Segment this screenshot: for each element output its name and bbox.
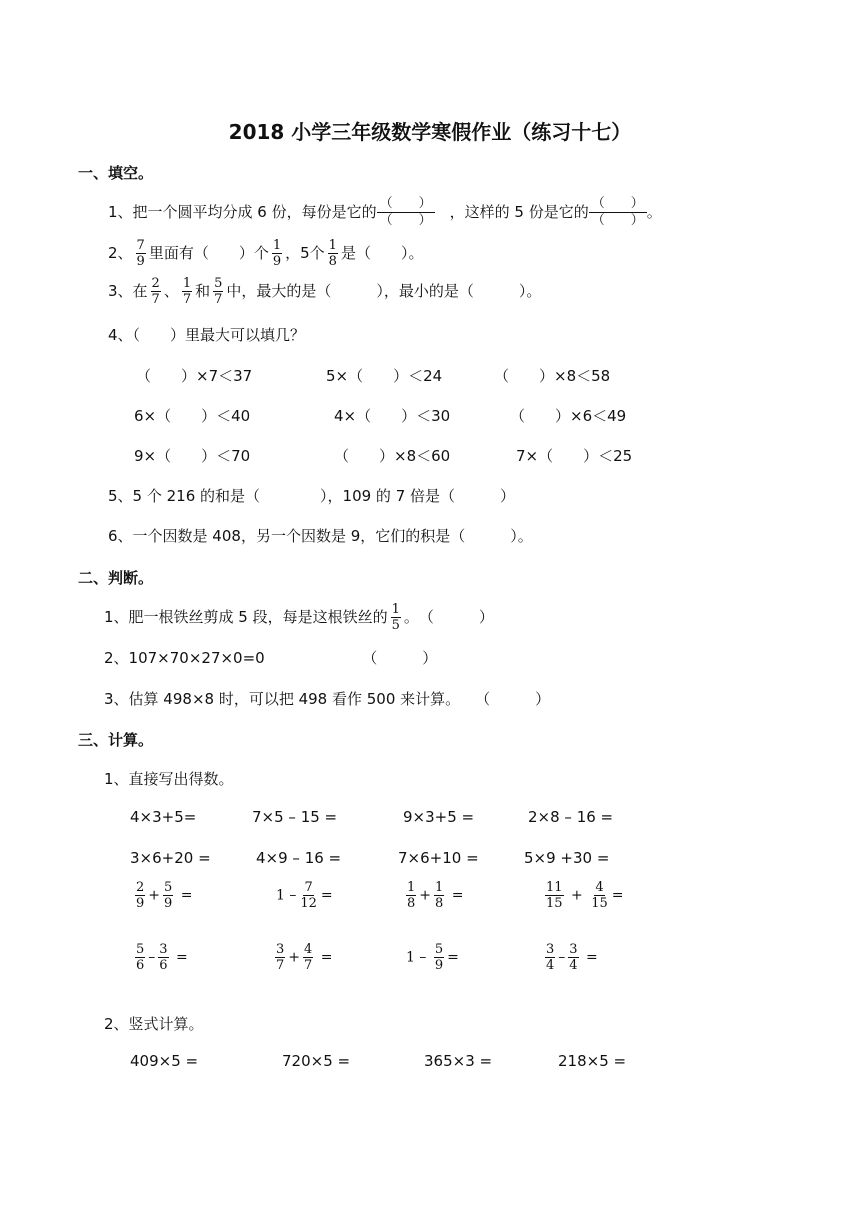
q-text: 中，最大的是（ ），最小的是（ ）。 <box>226 282 542 300</box>
denominator: 7 <box>304 958 313 973</box>
operator: + <box>419 887 432 904</box>
expression: 7×6+10 = <box>398 849 479 867</box>
numerator: 5 <box>136 942 145 957</box>
question-3-1: 1、直接写出得数。 <box>104 770 234 788</box>
q-text: 1、把一个圆平均分成 6 份，每份是它的 <box>108 203 377 221</box>
denominator: 15 <box>546 896 563 911</box>
fraction-expression <box>542 880 623 911</box>
numerator: 5 <box>434 942 444 957</box>
equals: = <box>611 887 624 904</box>
operator: – <box>148 949 156 966</box>
fraction <box>590 880 609 911</box>
operator: + <box>288 949 301 966</box>
fraction-expression <box>542 942 598 973</box>
inequality: （ ）×8＜60 <box>334 447 451 465</box>
equals: = <box>180 887 193 904</box>
expression: 2×8 – 16 = <box>528 808 614 826</box>
q-text: 2、 <box>108 244 133 262</box>
blank-denominator: （ ） <box>591 213 644 228</box>
denominator: 5 <box>391 618 400 633</box>
numerator: 7 <box>136 238 145 253</box>
fraction <box>568 942 578 973</box>
denominator: 8 <box>435 896 444 911</box>
blank-numerator: （ ） <box>589 196 647 213</box>
denominator: 12 <box>300 896 317 911</box>
q-text: ，这样的 5 份是它的 <box>449 203 589 221</box>
expression: 5×9 +30 = <box>524 849 610 867</box>
numerator: 1 <box>435 880 444 895</box>
expression: 4×3+5= <box>130 808 197 826</box>
fraction <box>299 880 318 911</box>
question-1-4: 4、（ ）里最大可以填几？ <box>108 326 306 344</box>
fraction <box>213 276 223 307</box>
inequality: （ ）×7＜37 <box>136 367 253 385</box>
fraction-expression <box>132 942 188 973</box>
question-2-2: 2、107×70×27×0=0 （ ） <box>104 649 438 667</box>
operator: + <box>148 887 161 904</box>
inequality: 7×（ ）＜25 <box>516 447 633 465</box>
numerator: 2 <box>136 880 145 895</box>
denominator: 6 <box>136 958 145 973</box>
question-1-6: 6、一个因数是 408，另一个因数是 9，它们的积是（ ）。 <box>108 527 533 545</box>
section-heading-fill: 一、填空。 <box>78 164 154 182</box>
inequality: （ ）×8＜58 <box>494 367 611 385</box>
operator: + <box>571 887 583 904</box>
question-2-1 <box>104 602 494 633</box>
fraction-expression <box>406 942 459 973</box>
fraction <box>545 880 564 911</box>
equals: = <box>320 949 333 966</box>
question-1-3 <box>108 276 541 307</box>
question-3-2: 2、竖式计算。 <box>104 1015 204 1033</box>
numerator: 7 <box>304 880 313 895</box>
blank-fraction <box>377 196 435 229</box>
numerator: 3 <box>276 942 285 957</box>
equals: = <box>451 887 464 904</box>
denominator: 8 <box>328 254 337 269</box>
denominator: 7 <box>182 292 192 307</box>
inequality: 5×（ ）＜24 <box>326 367 443 385</box>
denominator: 9 <box>434 958 444 973</box>
section-heading-calc: 三、计算。 <box>78 731 154 749</box>
q-text: 是（ ）。 <box>340 244 424 262</box>
operator: 1 – <box>276 887 297 904</box>
fraction-expression <box>132 880 192 911</box>
question-1-5: 5、5 个 216 的和是（ ），109 的 7 倍是（ ） <box>108 487 516 505</box>
fraction <box>328 238 338 269</box>
fraction <box>391 602 401 633</box>
inequality: 4×（ ）＜30 <box>334 407 451 425</box>
q-text: 。 <box>646 203 662 221</box>
inequality: 9×（ ）＜70 <box>134 447 251 465</box>
fraction <box>434 942 444 973</box>
fraction-expression <box>276 880 333 911</box>
expression: 720×5 = <box>282 1052 351 1070</box>
expression: 7×5 – 15 = <box>252 808 338 826</box>
denominator: 7 <box>214 292 223 307</box>
fraction <box>182 276 192 307</box>
blank-denominator: （ ） <box>379 213 432 228</box>
q-text: 3、在 <box>108 282 148 300</box>
operator: 1 – <box>406 949 427 966</box>
question-2-3: 3、估算 498×8 时，可以把 498 看作 500 来计算。 （ ） <box>104 690 551 708</box>
fraction <box>135 942 145 973</box>
fraction <box>275 942 285 973</box>
numerator: 5 <box>214 276 223 291</box>
inequality: 6×（ ）＜40 <box>134 407 251 425</box>
numerator: 1 <box>407 880 416 895</box>
denominator: 9 <box>136 254 145 269</box>
section-heading-judge: 二、判断。 <box>78 569 154 587</box>
numerator: 1 <box>182 276 192 291</box>
numerator: 3 <box>569 942 578 957</box>
numerator: 3 <box>546 942 555 957</box>
equals: = <box>320 887 333 904</box>
expression: 3×6+20 = <box>130 849 211 867</box>
question-1-1 <box>108 196 662 229</box>
denominator: 7 <box>151 292 160 307</box>
denominator: 9 <box>272 254 282 269</box>
page-title: 2018 小学三年级数学寒假作业（练习十七） <box>228 120 632 144</box>
q-text: 。 （ ） <box>403 608 494 626</box>
fraction <box>272 238 282 269</box>
fraction <box>163 880 173 911</box>
fraction-expression <box>272 942 332 973</box>
fraction <box>406 880 416 911</box>
fraction <box>135 880 145 911</box>
blank-numerator: （ ） <box>377 196 435 213</box>
expression: 218×5 = <box>558 1052 627 1070</box>
denominator: 7 <box>276 958 285 973</box>
equals: = <box>586 949 598 966</box>
numerator: 1 <box>328 238 337 253</box>
denominator: 9 <box>164 896 173 911</box>
denominator: 6 <box>159 958 168 973</box>
numerator: 11 <box>546 880 563 895</box>
denominator: 4 <box>569 958 578 973</box>
fraction <box>545 942 555 973</box>
numerator: 3 <box>159 942 168 957</box>
question-1-2 <box>108 238 423 269</box>
numerator: 1 <box>391 602 400 617</box>
equals: = <box>176 949 188 966</box>
denominator: 15 <box>591 896 608 911</box>
fraction <box>151 276 161 307</box>
numerator: 2 <box>151 276 160 291</box>
denominator: 4 <box>546 958 555 973</box>
expression: 9×3+5 = <box>403 808 475 826</box>
denominator: 8 <box>407 896 416 911</box>
fraction <box>158 942 168 973</box>
expression: 409×5 = <box>130 1052 199 1070</box>
denominator: 9 <box>136 896 145 911</box>
numerator: 5 <box>164 880 173 895</box>
q-text: ，5个 <box>285 244 325 262</box>
fraction <box>136 238 146 269</box>
equals: = <box>447 949 459 966</box>
fraction <box>303 942 313 973</box>
q-text: 1、肥一根铁丝剪成 5 段，每是这根铁丝的 <box>104 608 388 626</box>
operator: – <box>558 949 566 966</box>
expression: 365×3 = <box>424 1052 493 1070</box>
q-text: 里面有（ ）个 <box>148 244 269 262</box>
inequality: （ ）×6＜49 <box>510 407 627 425</box>
numerator: 4 <box>595 880 604 895</box>
fraction <box>434 880 444 911</box>
numerator: 4 <box>304 942 313 957</box>
blank-fraction <box>589 196 647 229</box>
fraction-expression <box>403 880 463 911</box>
q-text: 、 <box>163 282 179 300</box>
q-text: 和 <box>195 282 211 300</box>
numerator: 1 <box>272 238 282 253</box>
expression: 4×9 – 16 = <box>256 849 342 867</box>
